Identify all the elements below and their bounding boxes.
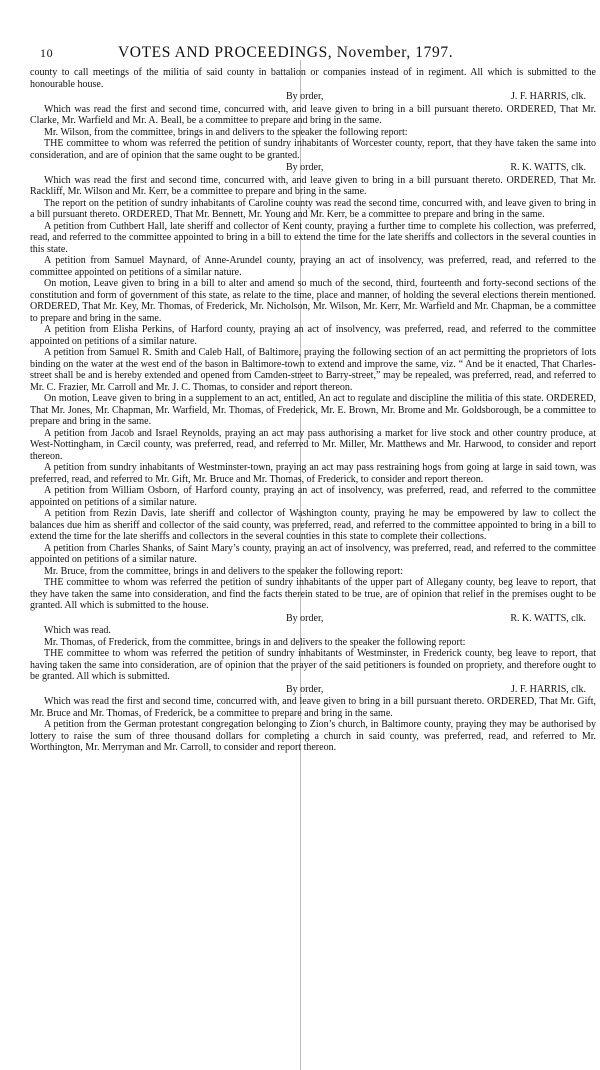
by-order-line: [30, 684, 596, 696]
paragraph: Mr. Bruce, from the committee, brings in and delivers to the speaker the following report:: [44, 565, 404, 577]
paragraph: On motion, Leave given to bring in a supplement to an act, entitled, An act to regulate and discipline the militia of this state. ORDERED, That Mr. Jones, Mr. Chapman, Mr. Warfield, Mr. Thomas, of Frederick, Mr. E. Brown, Mr. Brome and Mr. Goldsborough, be a committee to prepare and bring in the same.: [30, 393, 596, 427]
paragraph: A petition from sundry inhabitants of Westminster-town, praying an act may pass restraining hogs from going at large in said town, was preferred, read, and referred to Mr. Gift, Mr. Bruce and Mr. Thomas, of Frederick, to consider and report thereon.: [30, 462, 596, 485]
by-order-label: By order,: [286, 683, 324, 695]
paragraph: A petition from Jacob and Israel Reynolds, praying an act may pass authorising a market for live stock and other country produce, at West-Nottingham, in Cæcil county, was preferred, read, and referred to Mr. Miller, Mr. Matthews and Mr. Harwood, to consider and report thereon.: [30, 427, 596, 462]
by-order-line: [30, 162, 596, 174]
paragraph: A petition from Samuel R. Smith and Caleb Hall, of Baltimore, praying the following section of an act permitting the proprietors of lots binding on the water at the west end of the bason in Baltimore-town to extend and improve the same, viz. “ And be it enacted, That Charles-street shall be and is hereby extended and opened from Camden-street to Barry-street,” may be repealed, was preferred, read, and referred to Mr. C. Frazier, Mr. Carroll and Mr. J. C. Thomas, to consider and report thereon.: [30, 347, 596, 393]
paragraph: Which was read the first and second time, concurred with, and leave given to bring in a bill pursuant thereto. ORDERED, That Mr. Clarke, Mr. Warfield and Mr. A. Beall, be a committee to prepare and bring in the same.: [30, 103, 596, 126]
paragraph: On motion, Leave given to bring in a bill to alter and amend so much of the second, third, fourteenth and forty-second sections of the constitution and form of government of this state, as relate to the time, place and manner, of holding the several elections therein mentioned. ORDERED, That Mr. Key, Mr. Thomas, of Frederick, Mr. Nicholson, Mr. Wilson, Mr. Kerr, Mr. Warfield and Mr. Chapman, be a committee to prepare and bring in the same.: [30, 278, 596, 324]
paragraph: A petition from Rezin Davis, late sheriff and collector of Washington county, praying he may be empowered by law to collect the balances due him as sheriff and collector of the said county, was preferred, read, and referred to the committee appointed to bring in a bill to extend the time for the late sheriffs and collectors in the several counties in this state to complete their collections.: [30, 508, 596, 542]
paragraph: Mr. Wilson, from the committee, brings in and delivers to the speaker the following report:: [44, 126, 408, 138]
paragraph: A petition from Samuel Maynard, of Anne-Arundel county, praying an act of insolvency, was preferred, read, and referred to the committee appointed on petitions of a similar nature.: [30, 255, 596, 278]
by-order-label: By order,: [286, 91, 324, 102]
paragraph: Which was read.: [44, 625, 111, 636]
by-order-line: [30, 91, 596, 103]
paragraph: Which was read the first and second time, concurred with, and leave given to bring in a bill pursuant thereto. ORDERED, That Mr. Rackliff, Mr. Wilson and Mr. Kerr, be a committee to prepare and bring in the same.: [30, 174, 596, 197]
running-title: VOTES AND PROCEEDINGS, November, 1797.: [118, 44, 454, 61]
by-order-label: By order,: [286, 612, 324, 624]
page-header: [40, 44, 596, 66]
paragraph: THE committee to whom was referred the petition of sundry inhabitants of Worcester county, report, that they have taken the same into consideration, and are of opinion that the same ought to be granted.: [30, 138, 596, 161]
document-body: [30, 67, 596, 754]
page-number: 10: [40, 46, 54, 60]
paragraph: THE committee to whom was referred the petition of sundry inhabitants of Westminster, in Frederick county, beg leave to report, that having taken the same into consideration, are of opinion that the prayer of the said petitioners is founded on propriety, and therefore ought to be granted. All which is submitted.: [30, 648, 596, 682]
paragraph: The report on the petition of sundry inhabitants of Caroline county was read the second time, concurred with, and leave given to bring in a bill pursuant thereto. ORDERED, That Mr. Bennett, Mr. Young and Mr. Kerr, be a committee to prepare and bring in the same.: [30, 197, 596, 220]
paragraph: Mr. Thomas, of Frederick, from the committee, brings in and delivers to the speaker the following report:: [44, 636, 466, 648]
paragraph: A petition from Charles Shanks, of Saint Mary’s county, praying an act of insolvency, was preferred, read, and referred to the committee appointed on petitions of a similar nature.: [30, 542, 596, 565]
clerk-signature: R. K. WATTS, clk.: [510, 612, 586, 624]
clerk-signature: J. F. HARRIS, clk.: [510, 683, 586, 695]
paragraph: Which was read the first and second time, concurred with, and leave given to bring in a bill pursuant thereto. ORDERED, That Mr. Gift, Mr. Bruce and Mr. Thomas, of Frederick, be a committee to prepare and bring in the same.: [30, 696, 596, 719]
clerk-signature: J. F. HARRIS, clk.: [510, 91, 586, 102]
paragraph: A petition from William Osborn, of Harford county, praying an act of insolvency, was preferred, read, and referred to the committee appointed on petitions of a similar nature.: [30, 485, 596, 508]
paragraph: THE committee to whom was referred the petition of sundry inhabitants of the upper part of Allegany county, beg leave to report, that they have taken the same into consideration, and find the facts therein stated to be true, are of opinion that relief in the premises ought to be granted. All which is submitted to the house.: [30, 577, 596, 611]
by-order-label: By order,: [286, 162, 324, 173]
by-order-line: [30, 613, 596, 625]
paragraph: A petition from Cuthbert Hall, late sheriff and collector of Kent county, praying a further time to complete his collection, was preferred, read, and referred to the committee appointed to bring in a bill to extend the time for the late sheriffs and collectors in the several counties in this state.: [30, 220, 596, 255]
clerk-signature: R. K. WATTS, clk.: [510, 162, 586, 173]
paragraph: county to call meetings of the militia of said county in battalion or companies instead of in regiment. All which is submitted to the honourable house.: [30, 67, 596, 90]
paragraph: A petition from Elisha Perkins, of Harford county, praying an act of insolvency, was preferred, read, and referred to the committee appointed on petitions of a similar nature.: [30, 324, 596, 347]
paragraph: A petition from the German protestant congregation belonging to Zion’s church, in Baltimore county, praying they may be authorised by lottery to raise the sum of three thousand dollars for completing a church in said county, was preferred, read, and referred to Mr. Worthington, Mr. Merryman and Mr. Carroll, to consider and report thereon.: [30, 719, 596, 753]
